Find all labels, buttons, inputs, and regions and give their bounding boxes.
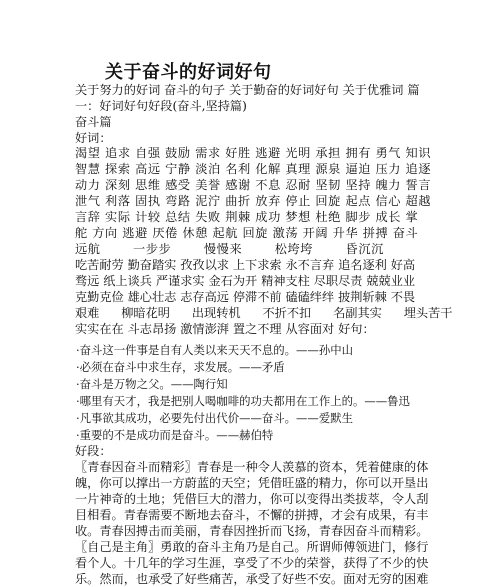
paragraph-line: 〖青春因奋斗而精彩〗青春是一种令人羡慕的资本，凭着健康的体 xyxy=(75,460,429,474)
intro-line-1: 关于努力的好词 奋斗的句子 关于勤奋的好词好句 关于优雅词 篇 xyxy=(75,83,420,97)
section-heading: 奋斗篇 xyxy=(75,115,112,129)
phrase-row: 吃苦耐劳 勤奋踏实 孜孜以求 上下求索 永不言弃 追名逐利 好高 xyxy=(75,258,416,272)
paragraph-line: 〖自己是主角〗勇敢的奋斗主角乃是自己。所谓师傅领进门，修行 xyxy=(75,540,429,554)
word-row: 动力 深刻 思维 感受 美誉 感谢 不息 忍耐 坚韧 坚持 魄力 誓言 xyxy=(75,178,432,192)
word-row: 言辞 实际 计较 总结 失败 荆棘 成功 梦想 杜绝 脚步 成长 掌 xyxy=(75,210,419,224)
quote-item: ·必须在奋斗中求生存，求发展。——矛盾 xyxy=(76,360,285,374)
subsection-heading: 好词： xyxy=(75,131,112,145)
word-row: 泄气 利落 固执 弯路 泥泞 曲折 放弃 停止 回旋 起点 信心 超越 xyxy=(75,194,432,208)
quote-item: ·哪里有天才，我是把别人喝咖啡的功夫都用在工作上的。——鲁迅 xyxy=(76,394,410,408)
paragraph-line: 目相看。青春需要不断地去奋斗，不懈的拼搏，才会有成果，有丰 xyxy=(75,508,429,522)
intro-line-2: 一：好词好句好段(奋斗,坚持篇) xyxy=(75,99,247,113)
quote-item: ·凡事欲其成功，必要先付出代价——奋斗。——爱默生 xyxy=(76,411,353,425)
quote-item: ·重要的不是成功而是奋斗。——赫伯特 xyxy=(76,428,274,442)
word-row: 舵 方向 逃避 厌倦 休憩 起航 回旋 激荡 开阔 升华 拼搏 奋斗 xyxy=(75,226,419,240)
paragraph-line: 乐。然而，也承受了好些痛苦，承受了好些不安。面对无穷的困难 xyxy=(75,572,429,586)
quote-item: ·奋斗是万物之父。——陶行知 xyxy=(76,377,228,391)
phrase-row: 实实在在 斗志昂扬 激情澎湃 置之不理 从容面对 好句： xyxy=(75,322,375,336)
word-row: 渴望 追求 自强 鼓励 需求 好胜 逃避 光明 承担 拥有 勇气 知识 xyxy=(75,146,432,160)
word-row: 远航 一步步 慢慢来 松垮垮 昏沉沉 xyxy=(75,242,384,256)
paragraph-line: 看个人。十几年的学习生涯，享受了不少的荣誉，获得了不少的快 xyxy=(75,556,429,570)
phrase-row: 骛远 纸上谈兵 严谨求实 金石为开 精神支柱 尽职尽责 兢兢业业 xyxy=(75,274,416,288)
paragraph-line: 收。青春因搏击而美丽，青春因挫折而飞扬，青春因奋斗而精彩。 xyxy=(75,524,429,538)
paragraph-line: 魄，你可以撑出一方蔚蓝的天空；凭借旺盛的精力，你可以开垦出 xyxy=(75,476,429,490)
paragraph-line: 一片神奇的土地；凭借巨大的潜力，你可以变得出类拔萃，令人刮 xyxy=(75,492,429,506)
phrase-row: 克勤克俭 雄心壮志 志存高远 停滞不前 磕磕绊绊 披荆斩棘 不畏 xyxy=(75,290,416,304)
word-row: 智慧 探索 高远 宁静 淡泊 名利 化解 真理 源泉 逼迫 压力 追逐 xyxy=(75,162,432,176)
paragraph-heading: 好段： xyxy=(75,444,112,458)
page-title: 关于奋斗的好词好句 xyxy=(105,62,272,83)
quote-item: ·奋斗这一件事是自有人类以来天天不息的。——孙中山 xyxy=(76,343,353,357)
phrase-row: 艰难 柳暗花明 出现转机 不折不扣 名副其实 埋头苦干 xyxy=(75,306,453,320)
